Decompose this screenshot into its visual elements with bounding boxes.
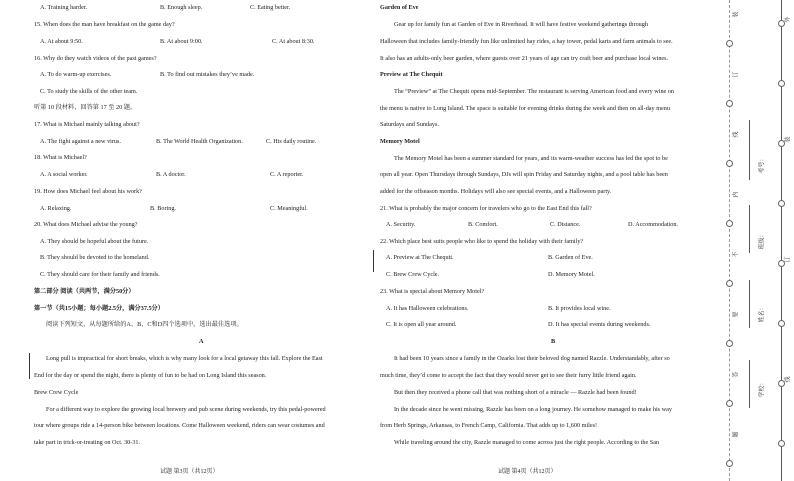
exam-page-right: [372, 0, 720, 481]
text-line: A. Preview at The Chequit.: [386, 254, 454, 261]
text-line: B. Garden of Eve.: [548, 254, 593, 261]
text-line: 16. Why do they watch videos of the past games?: [34, 55, 157, 62]
seal-circle-icon: [726, 100, 733, 107]
text-line: B. A doctor.: [156, 171, 186, 178]
text-line: C. They should care for their family and friends.: [40, 271, 160, 278]
text-line: For a different way to explore the growing local brewery and pub scene during weekends, try this pedal-powered: [46, 406, 326, 413]
text-line: 23. What is special about Memory Motel?: [380, 288, 485, 295]
seal-circle-icon: [778, 440, 785, 447]
class-field-line[interactable]: [749, 205, 750, 253]
text-line: A. To do warm-up exercises.: [40, 71, 112, 78]
seal-circle-icon: [726, 40, 733, 47]
text-line: The Memory Motel has been a summer standard for years, and its warm-weather success has led the spot to be: [394, 155, 668, 162]
text-line: 17. What is Michael mainly talking about?: [34, 121, 140, 128]
text-line: much time, they’d come to accept the fact that they would never get to see their furry little friend again.: [380, 372, 637, 379]
text-line: C. A reporter.: [270, 171, 304, 178]
text-line: D. Memory Motel.: [548, 271, 595, 278]
exam-number-label: 考号：: [758, 155, 766, 174]
seal-circle-icon: [726, 340, 733, 347]
seal-circle-icon: [778, 20, 785, 27]
text-line: the menu is native to Long Island. The space is suitable for evening drinks during the week and then on all-day menu: [380, 105, 670, 112]
outer-seal-label: 线: [784, 376, 792, 383]
text-line: B. It provides local wine.: [548, 305, 611, 312]
text-line: Gear up for family fun at Garden of Eve in Riverhead. It will have festive weekend gatherings through: [394, 21, 648, 28]
seal-circle-icon: [778, 200, 785, 207]
text-line: from Herb Springs, Arkansas, to French Camp, California. That adds up to 1,600 miles!: [380, 422, 598, 429]
school-field-line[interactable]: [749, 360, 750, 408]
seal-label: 订: [732, 71, 740, 78]
section-heading: 第二部分 阅读（共两节，满分50分）: [34, 288, 135, 295]
name-label: 姓名：: [758, 304, 766, 323]
text-line: C. His daily routine.: [266, 138, 317, 145]
outer-seal-label: 订: [784, 256, 792, 263]
seal-circle-icon: [778, 260, 785, 267]
text-line: Long pull is impractical for short breaks, which is why many look for a local getaway this fall. Explore the East: [46, 355, 323, 362]
seal-circle-icon: [726, 280, 733, 287]
section-heading: Preview at The Chequit: [380, 71, 443, 78]
seal-circle-icon: [778, 140, 785, 147]
text-line: A. The fight against a new virus.: [40, 138, 121, 145]
text-line: 21. What is probably the major concern for travelers who go to the East End this fall?: [380, 205, 592, 212]
seal-label: 不: [732, 251, 740, 258]
seal-label: 内: [732, 191, 740, 198]
text-line: End for the day or spend the night, there is plenty of fun to be had on Long Island this season.: [34, 372, 267, 379]
text-line: A. They should be hopeful about the future.: [40, 238, 149, 245]
text-line: C. Eating better.: [250, 4, 291, 11]
seal-label: 答: [732, 371, 740, 378]
exam-page-left: [0, 0, 372, 481]
text-line: A. A social worker.: [40, 171, 88, 178]
text-line: Brew Crew Cycle: [34, 389, 79, 396]
text-line: But then they received a phone call that was nothing short of a miracle — Razzle had been found!: [394, 389, 637, 396]
page-number-left: 试题 第3页（共12页）: [160, 469, 219, 475]
outer-seal-line: [781, 0, 782, 481]
text-line: A. Training harder.: [40, 4, 88, 11]
page-number-right: 试题 第4页（共12页）: [498, 469, 557, 475]
class-label: 班级：: [758, 231, 766, 250]
seal-circle-icon: [726, 400, 733, 407]
outer-seal-label: 装: [784, 136, 792, 143]
text-line: While traveling around the city, Razzle managed to come across just the right people. According to the San: [394, 439, 660, 446]
section-heading: Memory Motel: [380, 138, 420, 145]
text-line: 阅读下列短文，从每题所给的A、B、C和D四个选项中，选出最佳选项。: [46, 321, 243, 328]
seal-circle-icon: [778, 80, 785, 87]
seal-circle-icon: [778, 320, 785, 327]
section-heading: A: [199, 338, 204, 345]
seal-label: 要: [732, 311, 740, 318]
margin-mark: [373, 250, 374, 272]
text-line: 19. How does Michael feel about his work?: [34, 188, 142, 195]
text-line: C. Distance.: [550, 221, 581, 228]
section-heading: Garden of Eve: [380, 4, 419, 11]
text-line: A. Security.: [386, 221, 416, 228]
text-line: 18. What is Michael?: [34, 154, 87, 161]
seal-circle-icon: [726, 160, 733, 167]
text-line: It also has an adults-only beer garden, where guests over 21 years of age can try craft beer and purchase local wines.: [380, 55, 669, 62]
text-line: 听第 10 段材料，回答第 17 至 20 题。: [34, 104, 137, 111]
text-line: take part in trick-or-treating on Oct. 30-31.: [34, 439, 141, 446]
seal-circle-icon: [726, 460, 733, 467]
text-line: 20. What does Michael advise the young?: [34, 221, 138, 228]
text-line: open all year. Open Thursdays through Sundays, DJs will spin Friday and Saturday nights, and a pool table has been: [380, 171, 668, 178]
seal-label: 装: [732, 11, 740, 18]
outer-seal-label: 外: [784, 16, 792, 23]
section-heading: B: [551, 338, 556, 345]
text-line: B. To find out mistakes they’ve made.: [160, 71, 255, 78]
text-line: It had been 10 years since a family in the Ozarks lost their beloved dog named Razzle. Understandably, after so: [394, 355, 670, 362]
text-line: In the decade since he went missing, Razzle has been on a long journey. He somehow managed to make his way: [394, 406, 672, 413]
text-line: C. Meaningful.: [270, 205, 308, 212]
text-line: C. Brew Crew Cycle.: [386, 271, 440, 278]
text-line: B. They should be devoted to the homeland.: [40, 254, 150, 261]
text-line: B. Enough sleep.: [160, 4, 203, 11]
text-line: A. It has Halloween celebrations.: [386, 305, 469, 312]
text-line: Saturdays and Sundays.: [380, 121, 439, 128]
text-line: C. At about 8:30.: [272, 38, 315, 45]
text-line: tour where groups ride a 14-person bike between locations. Come Halloween weekend, riders can wear costumes and: [34, 422, 325, 429]
name-field-line[interactable]: [749, 280, 750, 328]
text-line: C. It is open all year around.: [386, 321, 457, 328]
text-line: Halloween that includes family-friendly fun like unlimited hay rides, a hay tower, pedal karts and farm animals to see.: [380, 38, 673, 45]
text-line: B. The World Health Organization.: [156, 138, 243, 145]
text-line: A. At about 9:50.: [40, 38, 83, 45]
text-line: B. Comfort.: [468, 221, 498, 228]
seal-circle-icon: [778, 380, 785, 387]
text-line: The “Preview” at The Chequit opens mid-September. The restaurant is serving American food and every wine on: [394, 88, 675, 95]
text-line: 22. Which place best suits people who like to spend the holiday with their family?: [380, 238, 584, 245]
exam-number-field-line[interactable]: [749, 120, 750, 180]
text-line: C. To study the skills of the other team.: [40, 88, 138, 95]
seal-label: 线: [732, 131, 740, 138]
seal-label: 题: [732, 431, 740, 438]
text-line: added for the offseason months. Holidays will also see special events, and a Halloween party.: [380, 188, 612, 195]
text-line: B. Boring.: [150, 205, 176, 212]
text-line: B. At about 9:00.: [160, 38, 203, 45]
margin-mark: [29, 353, 30, 379]
school-label: 学校：: [758, 379, 766, 398]
text-line: A. Relaxing.: [40, 205, 72, 212]
text-line: 15. When does the man have breakfast on the game day?: [34, 21, 175, 28]
section-heading: 第一节（共15小题；每小题2.5分，满分37.5分）: [34, 305, 164, 312]
text-line: D. It has special events during weekends.: [548, 321, 651, 328]
seal-circle-icon: [726, 220, 733, 227]
text-line: D. Accommodation.: [628, 221, 679, 228]
